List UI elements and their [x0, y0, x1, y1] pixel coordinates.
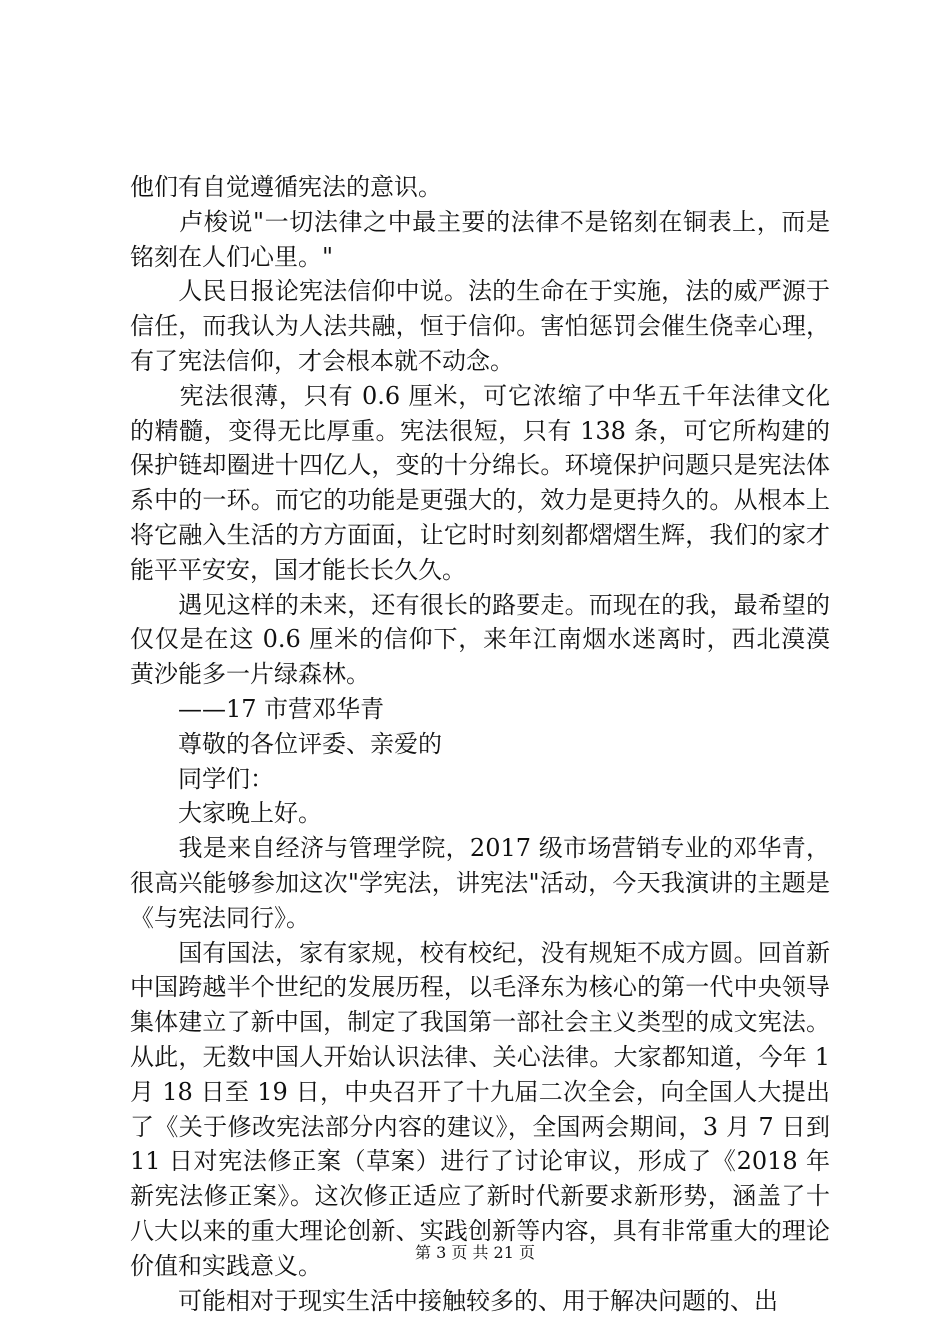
paragraph: 国有国法，家有家规，校有校纪，没有规矩不成方圆。回首新中国跨越半个世纪的发展历程，以毛泽东为核心的第一代中央领导集体建立了新中国，制定了我国第一部社会主义类型的成文宪法。从此，无数中国人开始认识法律、关心法律。大家都知道，今年 1 月 18 日至 19 日，中央召开了十九届二次全会，向全国人大提出了《关于修改宪法部分内容的建议》，全国两会期间，3 月 7 日到 11 日对宪法修正案（草案）进行了讨论审议，形成了《2018 年新宪法修正案》。这次修正适应了新时代新要求新形势，涵盖了十八大以来的重大理论创新、实践创新等内容，具有非常重大的理论价值和实践意义。	[130, 938, 838, 1280]
paragraph: 人民日报论宪法信仰中说。法的生命在于实施，法的威严源于信任，而我认为人法共融，恒于信仰。害怕惩罚会催生侥幸心理，有了宪法信仰，才会根本就不动念。	[130, 277, 830, 375]
page-number-footer: 第 3 页 共 21 页	[415, 1243, 535, 1262]
paragraph: 卢梭说"一切法律之中最主要的法律不是铭刻在铜表上，而是铭刻在人们心里。"	[130, 207, 830, 271]
salutation: 同学们：	[130, 764, 274, 793]
paragraph: 遇见这样的未来，还有很长的路要走。而现在的我，最希望的仅仅是在这 0.6 厘米的信仰下，来年江南烟水迷离时，西北漠漠黄沙能多一片绿森林。	[130, 590, 830, 689]
signature-line: ——17 市营邓华青	[130, 694, 385, 723]
salutation: 尊敬的各位评委、亲爱的	[130, 729, 442, 758]
greeting: 大家晚上好。	[130, 799, 322, 828]
paragraph: 可能相对于现实生活中接触较多的、用于解决问题的、出	[130, 1286, 778, 1315]
document-body	[130, 170, 838, 1318]
paragraph: 宪法很薄，只有 0.6 厘米，可它浓缩了中华五千年法律文化的精髓，变得无比厚重。宪法很短，只有 138 条，可它所构建的保护链却圈进十四亿人，变的十分绵长。环境保护问题只是宪法体系中的一环。而它的功能是更强大的，效力是更持久的。从根本上将它融入生活的方方面面，让它时时刻刻都熠熠生辉，我们的家才能平平安安，国才能长长久久。	[130, 381, 830, 584]
paragraph: 他们有自觉遵循宪法的意识。	[130, 173, 442, 201]
paragraph: 我是来自经济与管理学院，2017 级市场营销专业的邓华青，很高兴能够参加这次"学宪法，讲宪法"活动，今天我演讲的主题是《与宪法同行》。	[130, 834, 830, 932]
